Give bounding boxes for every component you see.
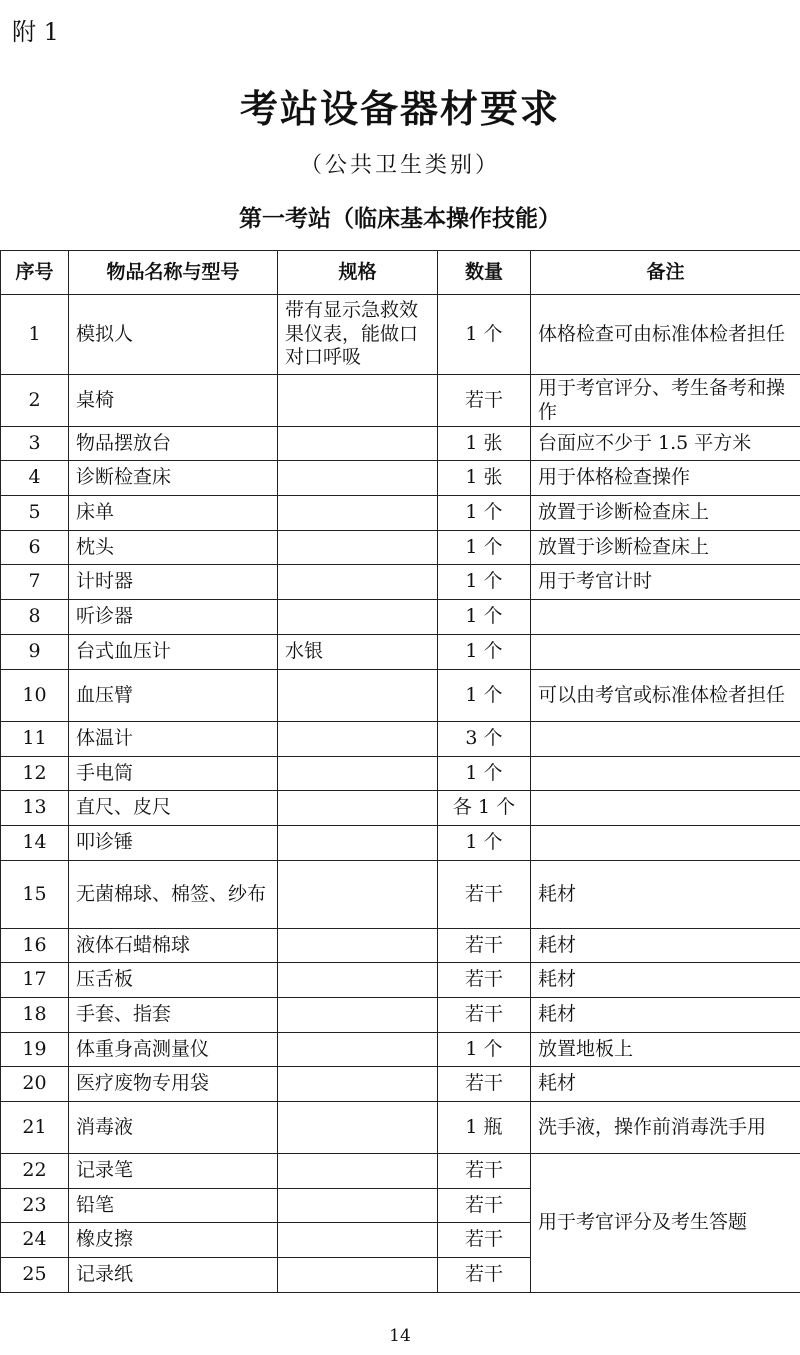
item-name: 手套、指套 <box>69 998 278 1033</box>
item-name: 诊断检查床 <box>69 461 278 496</box>
item-name: 听诊器 <box>69 600 278 635</box>
item-name: 橡皮擦 <box>69 1223 278 1258</box>
item-name: 无菌棉球、棉签、纱布 <box>69 861 278 929</box>
item-quantity: 若干 <box>438 861 531 929</box>
item-spec: 水银 <box>278 635 438 670</box>
item-name: 体温计 <box>69 722 278 757</box>
item-number: 16 <box>1 929 69 963</box>
item-name: 液体石蜡棉球 <box>69 929 278 963</box>
item-spec <box>278 496 438 531</box>
item-number: 9 <box>1 635 69 670</box>
item-spec <box>278 1223 438 1258</box>
table-row <box>1 929 800 963</box>
item-number: 17 <box>1 963 69 998</box>
header-qty: 数量 <box>438 251 531 295</box>
item-number: 19 <box>1 1033 69 1067</box>
item-name: 记录笔 <box>69 1154 278 1189</box>
document-subtitle: （公共卫生类别） <box>299 153 500 178</box>
item-quantity: 1 个 <box>438 826 531 861</box>
table-row <box>1 1102 800 1154</box>
item-note <box>531 791 800 826</box>
item-spec <box>278 791 438 826</box>
table-row <box>1 757 800 791</box>
item-quantity: 1 张 <box>438 427 531 461</box>
item-name: 体重身高测量仪 <box>69 1033 278 1067</box>
table-row <box>1 496 800 531</box>
item-quantity: 若干 <box>438 1154 531 1189</box>
item-name: 叩诊锤 <box>69 826 278 861</box>
item-quantity: 若干 <box>438 998 531 1033</box>
item-note: 可以由考官或标准体检者担任 <box>531 670 800 722</box>
item-quantity: 1 个 <box>438 635 531 670</box>
item-note: 用于考官计时 <box>531 565 800 600</box>
item-note <box>531 635 800 670</box>
page-number: 14 <box>389 1326 411 1346</box>
item-number: 23 <box>1 1189 69 1223</box>
item-spec <box>278 600 438 635</box>
item-note: 耗材 <box>531 929 800 963</box>
table-body <box>1 295 800 1293</box>
item-spec <box>278 427 438 461</box>
item-number: 2 <box>1 375 69 427</box>
table-row <box>1 600 800 635</box>
item-name: 模拟人 <box>69 295 278 375</box>
item-quantity: 1 个 <box>438 757 531 791</box>
item-spec <box>278 826 438 861</box>
item-note: 耗材 <box>531 963 800 998</box>
item-number: 4 <box>1 461 69 496</box>
item-note: 台面应不少于 1.5 平方米 <box>531 427 800 461</box>
table-row <box>1 791 800 826</box>
item-name: 直尺、皮尺 <box>69 791 278 826</box>
item-number: 25 <box>1 1258 69 1293</box>
item-name: 血压臂 <box>69 670 278 722</box>
item-spec <box>278 1102 438 1154</box>
item-spec <box>278 1258 438 1293</box>
table-row <box>1 998 800 1033</box>
item-number: 3 <box>1 427 69 461</box>
table-row <box>1 565 800 600</box>
table-row <box>1 295 800 375</box>
header-note: 备注 <box>531 251 800 295</box>
item-quantity: 1 个 <box>438 295 531 375</box>
item-name: 铅笔 <box>69 1189 278 1223</box>
item-note: 用于考官评分、考生备考和操作 <box>531 375 800 427</box>
item-name: 枕头 <box>69 531 278 565</box>
item-spec <box>278 1189 438 1223</box>
item-quantity: 各 1 个 <box>438 791 531 826</box>
item-note: 洗手液，操作前消毒洗手用 <box>531 1102 800 1154</box>
item-name: 台式血压计 <box>69 635 278 670</box>
item-quantity: 1 个 <box>438 496 531 531</box>
item-quantity: 若干 <box>438 1067 531 1102</box>
item-number: 10 <box>1 670 69 722</box>
item-number: 14 <box>1 826 69 861</box>
item-spec <box>278 963 438 998</box>
item-quantity: 若干 <box>438 375 531 427</box>
item-spec <box>278 998 438 1033</box>
item-note <box>531 826 800 861</box>
header-spec: 规格 <box>278 251 438 295</box>
item-note: 体格检查可由标准体检者担任 <box>531 295 800 375</box>
item-note <box>531 722 800 757</box>
table-row <box>1 1154 800 1189</box>
item-quantity: 若干 <box>438 1189 531 1223</box>
item-name: 物品摆放台 <box>69 427 278 461</box>
item-note: 耗材 <box>531 998 800 1033</box>
item-spec <box>278 861 438 929</box>
table-row <box>1 722 800 757</box>
item-quantity: 1 个 <box>438 670 531 722</box>
document-title: 考站设备器材要求 <box>239 86 560 131</box>
item-quantity: 1 个 <box>438 600 531 635</box>
header-name: 物品名称与型号 <box>69 251 278 295</box>
item-number: 7 <box>1 565 69 600</box>
item-spec <box>278 1033 438 1067</box>
item-number: 20 <box>1 1067 69 1102</box>
item-note: 放置于诊断检查床上 <box>531 531 800 565</box>
item-number: 22 <box>1 1154 69 1189</box>
item-quantity: 1 张 <box>438 461 531 496</box>
item-quantity: 1 个 <box>438 531 531 565</box>
item-spec <box>278 375 438 427</box>
table-row <box>1 670 800 722</box>
item-note <box>531 757 800 791</box>
item-note: 耗材 <box>531 1067 800 1102</box>
item-name: 计时器 <box>69 565 278 600</box>
item-spec <box>278 1154 438 1189</box>
table-row <box>1 531 800 565</box>
table-row <box>1 375 800 427</box>
item-note: 放置于诊断检查床上 <box>531 496 800 531</box>
item-number: 6 <box>1 531 69 565</box>
item-name: 记录纸 <box>69 1258 278 1293</box>
table-row <box>1 635 800 670</box>
item-quantity: 1 个 <box>438 565 531 600</box>
item-spec <box>278 670 438 722</box>
item-number: 12 <box>1 757 69 791</box>
attachment-label: 附 1 <box>12 18 59 46</box>
item-spec <box>278 531 438 565</box>
item-name: 桌椅 <box>69 375 278 427</box>
item-quantity: 若干 <box>438 963 531 998</box>
item-quantity: 若干 <box>438 1223 531 1258</box>
item-spec <box>278 565 438 600</box>
item-number: 1 <box>1 295 69 375</box>
item-quantity: 1 瓶 <box>438 1102 531 1154</box>
item-number: 24 <box>1 1223 69 1258</box>
item-number: 15 <box>1 861 69 929</box>
item-number: 18 <box>1 998 69 1033</box>
item-number: 11 <box>1 722 69 757</box>
table-row <box>1 861 800 929</box>
station-title: 第一考站（临床基本操作技能） <box>239 206 561 232</box>
table-row <box>1 461 800 496</box>
item-quantity: 1 个 <box>438 1033 531 1067</box>
item-number: 13 <box>1 791 69 826</box>
header-no: 序号 <box>1 251 69 295</box>
equipment-table <box>0 250 800 1293</box>
item-name: 手电筒 <box>69 757 278 791</box>
item-note: 用于体格检查操作 <box>531 461 800 496</box>
item-number: 5 <box>1 496 69 531</box>
item-number: 8 <box>1 600 69 635</box>
table-row <box>1 1033 800 1067</box>
table-row <box>1 963 800 998</box>
table-header-row <box>1 251 800 295</box>
item-spec <box>278 757 438 791</box>
item-name: 压舌板 <box>69 963 278 998</box>
item-name: 消毒液 <box>69 1102 278 1154</box>
table-row <box>1 1067 800 1102</box>
item-note <box>531 600 800 635</box>
table-row <box>1 427 800 461</box>
item-note-merged: 用于考官评分及考生答题 <box>531 1154 800 1293</box>
item-number: 21 <box>1 1102 69 1154</box>
item-quantity: 3 个 <box>438 722 531 757</box>
item-spec <box>278 722 438 757</box>
table-row <box>1 826 800 861</box>
item-spec <box>278 461 438 496</box>
item-quantity: 若干 <box>438 1258 531 1293</box>
item-spec: 带有显示急救效果仪表，能做口对口呼吸 <box>278 295 438 375</box>
item-spec <box>278 929 438 963</box>
item-quantity: 若干 <box>438 929 531 963</box>
item-note: 放置地板上 <box>531 1033 800 1067</box>
item-name: 床单 <box>69 496 278 531</box>
item-note: 耗材 <box>531 861 800 929</box>
item-name: 医疗废物专用袋 <box>69 1067 278 1102</box>
item-spec <box>278 1067 438 1102</box>
